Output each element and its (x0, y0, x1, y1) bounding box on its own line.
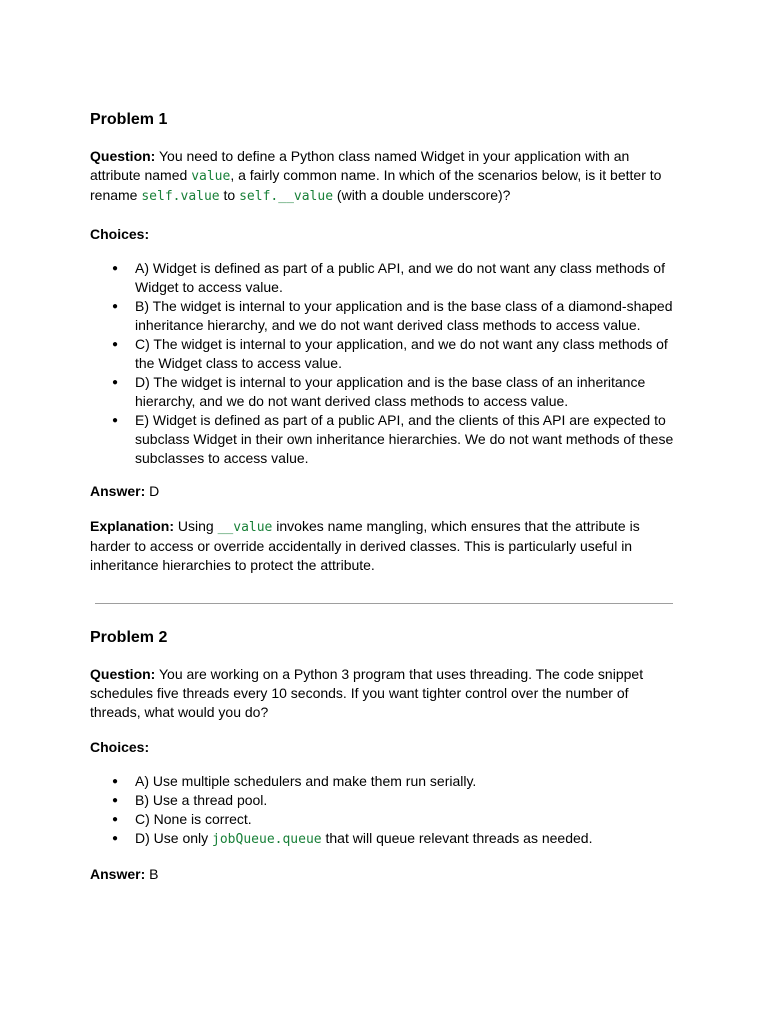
choice-item: ● D) The widget is internal to your application and is the base class of an inheritance hierarchy, and we do not want derived class methods to access value. (90, 373, 680, 411)
inline-code: self.__value (239, 189, 334, 204)
problem-2-title: Problem 2 (90, 629, 168, 646)
choice-item: ● B) The widget is internal to your application and is the base class of a diamond-shaped inheritance hierarchy, and we do not want derived class methods to access value. (90, 297, 680, 335)
choice-item: ● A) Use multiple schedulers and make them run serially. (90, 772, 680, 791)
answer-value: D (149, 483, 160, 499)
question-text: You need to define a Python class named Widget in your application with an attribute named (90, 148, 630, 183)
problem-1-question (90, 147, 680, 206)
horizontal-divider (95, 603, 673, 604)
inline-code: value (191, 169, 231, 184)
answer-value: B (149, 866, 159, 882)
choice-item (90, 829, 680, 849)
choice-item: ● B) Use a thread pool. (90, 791, 680, 810)
explanation-text: invokes name mangling, which ensures that the attribute is harder to access or override accidentally in derived classes. This is particularly useful in inheritance hierarchies to protect the attribute. (90, 518, 640, 573)
choice-text: that will queue relevant threads as needed. (325, 830, 593, 846)
explanation-label: Explanation: (90, 518, 175, 534)
choice-item: ● C) None is correct. (90, 810, 680, 829)
problem-2-choices-list (90, 772, 680, 849)
answer-label: Answer: (90, 483, 146, 499)
problem-1-title: Problem 1 (90, 111, 168, 128)
question-text: You are working on a Python 3 program that uses threading. The code snippet schedules five threads every 10 seconds. If you want tighter control over the number of threads, what would you do? (90, 666, 644, 720)
inline-code: self.value (141, 189, 220, 204)
problem-1-explanation (90, 517, 680, 575)
choice-text: D) Use only (135, 830, 209, 846)
question-label: Question: (90, 666, 156, 682)
inline-code: jobQueue.queue (212, 832, 322, 847)
answer-label: Answer: (90, 866, 146, 882)
problem-2-choices-label: Choices: (90, 739, 150, 755)
question-text: to (223, 187, 236, 203)
inline-code: __value (217, 520, 273, 535)
problem-2-answer (90, 865, 158, 884)
choice-item: ● A) Widget is defined as part of a public API, and we do not want any class methods of Widget to access value. (90, 259, 680, 297)
question-text: (with a double underscore)? (336, 187, 511, 203)
problem-2-question (90, 665, 680, 722)
question-label: Question: (90, 148, 156, 164)
choice-item: ● C) The widget is internal to your application, and we do not want any class methods of the Widget class to access value. (90, 335, 680, 373)
problem-1-answer (90, 482, 159, 501)
problem-1-choices-list (90, 259, 680, 468)
choice-item: ● E) Widget is defined as part of a public API, and the clients of this API are expected to subclass Widget in their own inheritance hierarchies. We do not want methods of these subclasses to access value. (90, 411, 680, 468)
question-text: , a fairly common name. In which of the scenarios below, is it better to rename (90, 167, 662, 203)
explanation-text: Using (177, 518, 214, 534)
problem-1-choices-label: Choices: (90, 226, 150, 242)
